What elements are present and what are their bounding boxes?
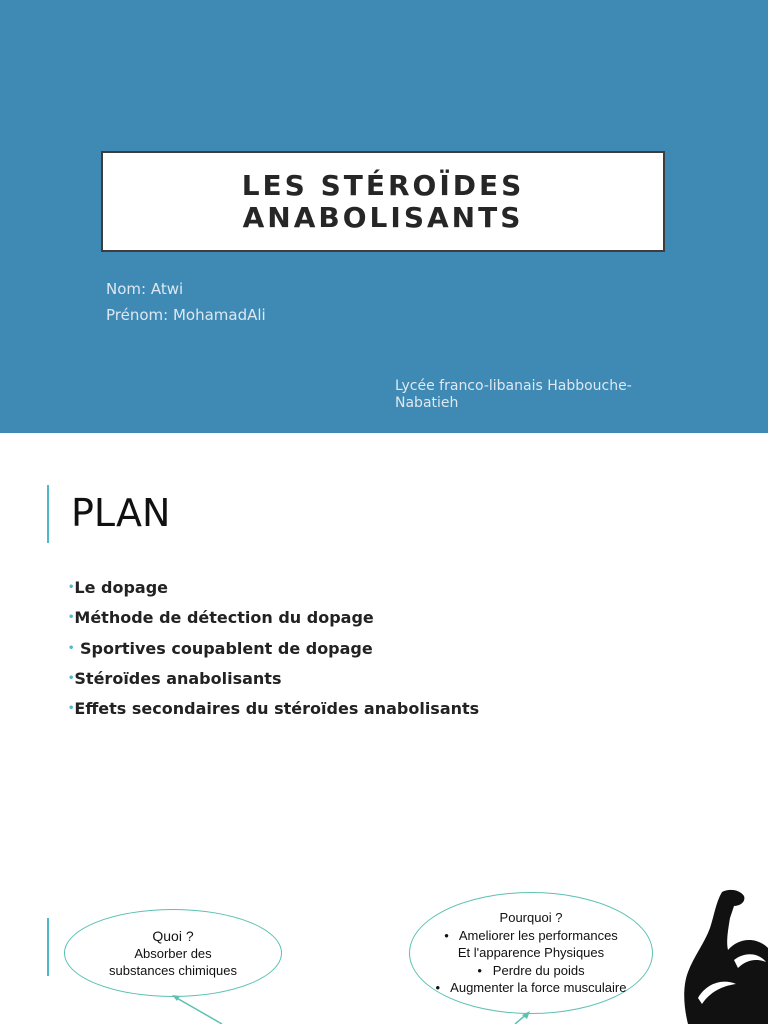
title-slide <box>0 0 768 433</box>
pourquoi-line: • Ameliorer les performances <box>444 927 618 943</box>
diagram-slide <box>0 873 768 1024</box>
slide-title: LES STÉROÏDES ANABOLISANTS <box>241 168 525 234</box>
author-last-name: Nom: Atwi <box>106 280 184 298</box>
author-first-name: Prénom: MohamadAli <box>106 306 266 324</box>
bullet-icon: • <box>68 582 75 593</box>
plan-title: PLAN <box>71 491 171 535</box>
bullet-icon: • <box>68 642 75 654</box>
quoi-line: substances chimiques <box>109 962 237 978</box>
bullet-icon: • <box>68 612 75 624</box>
plan-item: • Sportives coupablent de dopage <box>68 638 373 658</box>
quoi-heading: Quoi ? <box>152 927 194 944</box>
quoi-bubble <box>64 909 282 997</box>
school-name: Lycée franco-libanais Habbouche-Nabatieh <box>395 378 632 411</box>
pourquoi-bubble <box>409 892 653 1014</box>
pourquoi-line: • Augmenter la force musculaire <box>435 980 627 996</box>
flexed-bicep-icon <box>682 888 768 1024</box>
plan-item: •Méthode de détection du dopage <box>68 608 374 628</box>
pourquoi-heading: Pourquoi ? <box>499 910 563 926</box>
plan-item: •Stéroïdes anabolisants <box>68 668 282 688</box>
plan-list <box>68 577 479 728</box>
pourquoi-line: • Perdre du poids <box>477 962 585 978</box>
plan-item: •Le dopage <box>68 578 169 597</box>
plan-accent-bar <box>47 485 49 543</box>
quoi-connector <box>175 997 222 1024</box>
bullet-icon: • <box>68 672 75 684</box>
quoi-line: Absorber des <box>134 945 212 961</box>
plan-slide <box>0 433 768 873</box>
plan-item: •Effets secondaires du stéroïdes anabolisants <box>68 699 480 719</box>
title-box <box>101 151 665 252</box>
bullet-icon: • <box>68 703 75 715</box>
pourquoi-line: Et l'apparence Physiques <box>457 945 605 961</box>
